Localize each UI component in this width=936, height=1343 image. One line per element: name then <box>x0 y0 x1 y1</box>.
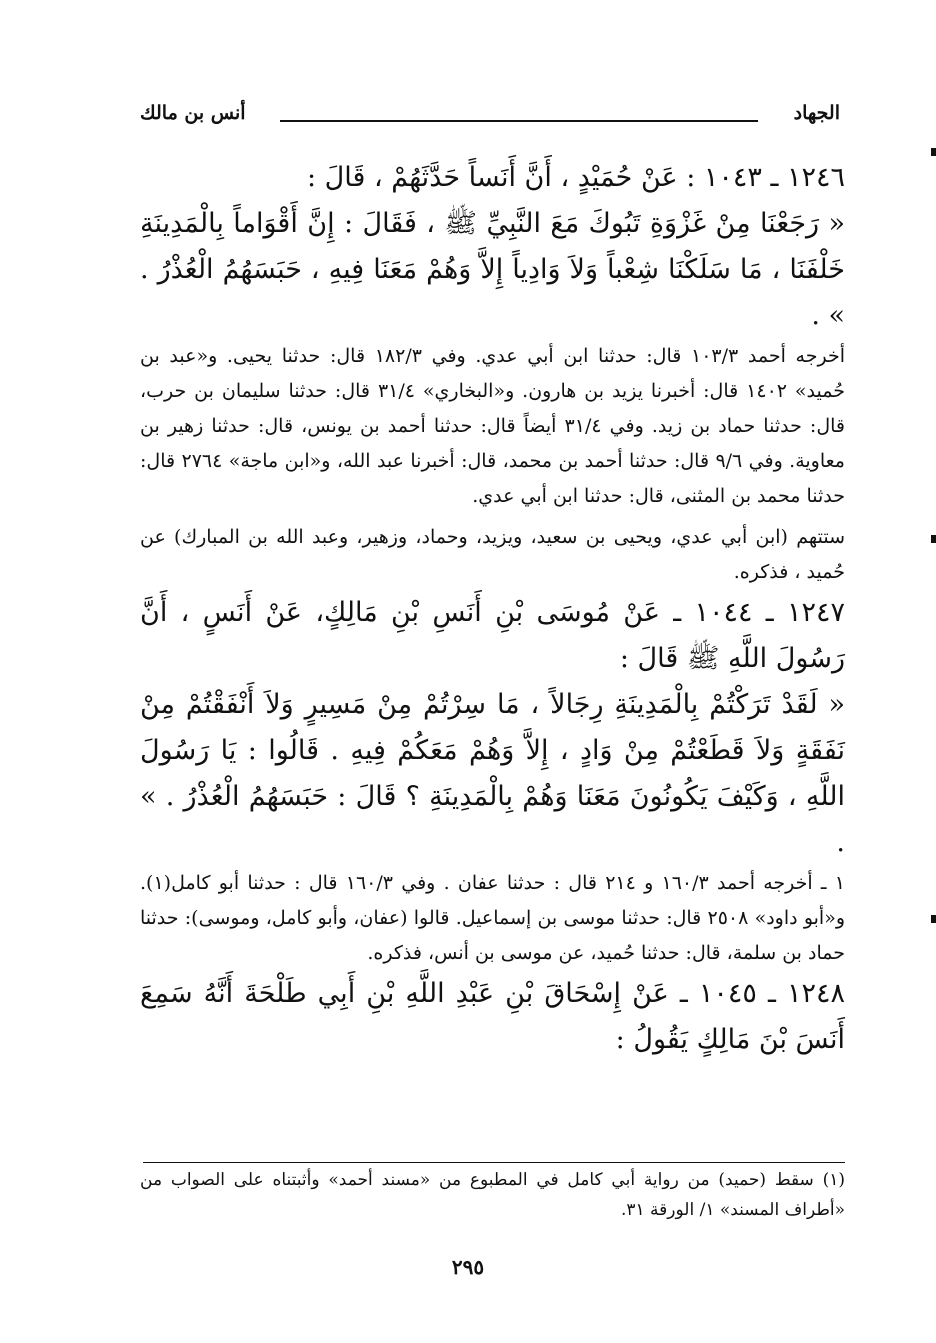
hadith-1246-takhrij: أخرجه أحمد ١٠٣/٣ قال: حدثنا ابن أبي عدي. وفي ١٨٢/٣ قال: حدثنا يحيى. و«عبد بن حُميد» ١٤٠٢ قال: أخبرنا يزيد بن هارون. و«البخاري» ٣١/٤ قال: حدثنا سليمان بن حرب، قال: حدثنا حماد بن زيد. وفي ٣١/٤ أيضاً قال: حدثنا أحمد بن يونس، قال: حدثنا زهير بن معاوية. وفي ٩/٦ قال: حدثنا أحمد بن محمد، قال: أخبرنا عبد الله، و«ابن ماجة» ٢٧٦٤ قال: حدثنا محمد بن المثنى، قال: حدثنا ابن أبي عدي. <box>140 345 845 507</box>
edge-mark <box>931 915 936 923</box>
footnote-rule <box>143 1162 845 1163</box>
hadith-1247-text: « لَقَدْ تَرَكْتُمْ بِالْمَدِينَةِ رِجَالاً ، مَا سِرْتُمْ مِنْ مَسِيرٍ وَلاَ أَنْفَقْتُمْ مِنْ نَفَقَةٍ وَلاَ قَطَعْتُمْ مِنْ وَادٍ ، إِلاَّ وَهُمْ مَعَكُمْ فِيهِ . قَالُوا : يَا رَسُولَ اللَّهِ ، وَكَيْفَ يَكُونُونَ مَعَنَا وَهُمْ بِالْمَدِينَةِ ؟ قَالَ : حَبَسَهُمُ الْعُذْرُ . » . <box>140 689 845 858</box>
footnotes <box>140 1165 845 1225</box>
edge-mark <box>931 148 936 156</box>
hadith-1246-intro: ١٢٤٦ ـ ١٠٤٣ : عَنْ حُمَيْدٍ ، أَنَّ أَنَساً حَدَّثَهُمْ ، قَالَ : <box>306 162 845 193</box>
header-narrator: أنس بن مالك <box>140 102 246 124</box>
hadith-1248-intro: ١٢٤٨ ـ ١٠٤٥ ـ عَنْ إِسْحَاقَ بْنِ عَبْدِ اللَّهِ بْنِ أَبِي طَلْحَةَ أَنَّهُ سَمِعَ أَنَسَ بْنَ مَالِكٍ يَقُولُ : <box>140 978 845 1055</box>
header-chapter: الجهاد <box>793 102 840 124</box>
header-rule <box>280 120 758 122</box>
running-header <box>140 100 840 130</box>
footnote-1: (١) سقط (حميد) من رواية أبي كامل في المطبوع من «مسند أحمد» وأثبتناه على الصواب من «أطراف المسند» ١/ الورقة ٣١. <box>140 1170 845 1220</box>
page-number: ٢٩٥ <box>451 1255 485 1279</box>
hadith-1246-takhrij-summary: ستتهم (ابن أبي عدي، ويحيى بن سعيد، ويزيد، وحماد، وزهير، وعبد الله بن المبارك) عن حُميد ، فذكره. <box>140 526 845 583</box>
edge-mark <box>931 535 936 543</box>
hadith-1246-text: « رَجَعْنَا مِنْ غَزْوَةِ تَبُوكَ مَعَ النَّبِيِّ ﷺ ، فَقَالَ : إِنَّ أَقْوَاماً بِالْمَدِينَةِ خَلْفَنَا ، مَا سَلَكْنَا شِعْباً وَلاَ وَادِياً إِلاَّ وَهُمْ مَعَنَا فِيهِ ، حَبَسَهُمُ الْعُذْرُ . » . <box>140 208 845 331</box>
hadith-1247-takhrij: ١ ـ أخرجه أحمد ١٦٠/٣ و ٢١٤ قال : حدثنا عفان . وفي ١٦٠/٣ قال : حدثنا أبو كامل(١). و«أبو داود» ٢٥٠٨ قال: حدثنا موسى بن إسماعيل. قالوا (عفان، وأبو كامل، وموسى): حدثنا حماد بن سلمة، قال: حدثنا حُميد، عن موسى بن أنس، فذكره. <box>140 872 845 964</box>
hadith-1247-intro: ١٢٤٧ ـ ١٠٤٤ ـ عَنْ مُوسَى بْنِ أَنَسِ بْنِ مَالِكٍ، عَنْ أَنَسٍ ، أَنَّ رَسُولَ اللَّهِ ﷺ قَالَ : <box>140 597 846 674</box>
main-text <box>140 155 845 1063</box>
